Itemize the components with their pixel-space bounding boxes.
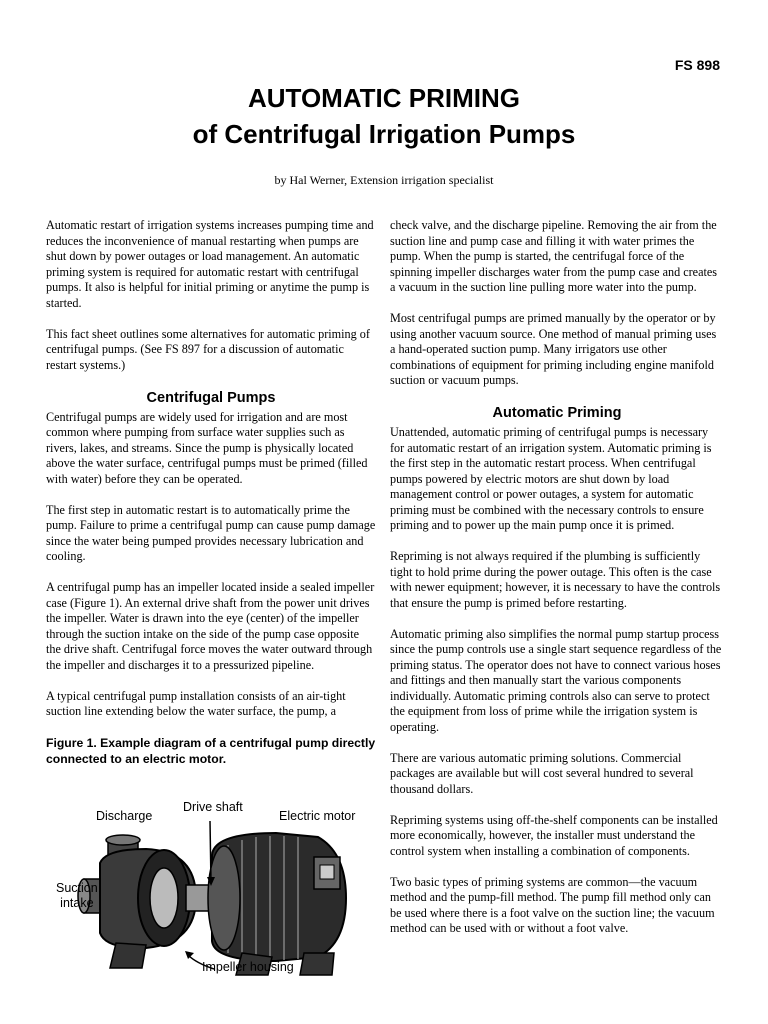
fact-sheet-number: FS 898 (674, 57, 720, 73)
paragraph: There are various automatic priming solutions. Commercial packages are available but will cost several hundred to several thousand dollars. (390, 750, 694, 796)
paragraph: Unattended, automatic priming of centrifugal pumps is necessary for automatic restart of an irrigation system. Automatic priming is the first step in the automatic restart process. When centrifugal pumps powered by electric motors are shut down by load management control or power outages, a system for automatic priming must be combined with the necessary controls to ensure priming and to power up the main pump once it is primed. (390, 425, 712, 532)
paragraph: Repriming systems using off-the-shelf components can be installed more economically, however, the installer must understand the control system when installing a combination of components. (390, 812, 718, 858)
figure-caption: Figure 1. Example diagram of a centrifugal pump directly connected to an electric motor. (46, 736, 376, 766)
right-column (390, 218, 724, 952)
document-title (0, 80, 768, 152)
paragraph: Automatic priming also simplifies the normal pump startup process since the pump controls use a single start sequence regardless of the priming status. The operator does not have to connect various hoses and fittings and then manually start the various components individually. Automatic priming controls also can serve to protect the equipment from loss of prime while the irrigation system is operating. (390, 626, 722, 734)
paragraph: A typical centrifugal pump installation consists of an air-tight suction line extending below the water surface, the pump, a (46, 688, 346, 718)
paragraph: Repriming is not always required if the plumbing is sufficiently tight to hold prime during the power outage. This often is the case with newer equipment; however, it is necessary to have the controls that ensure the pump is primed before restarting. (390, 549, 721, 610)
label-suction-intake (56, 881, 98, 911)
label-drive-shaft: Drive shaft (183, 800, 243, 814)
pump-diagram (46, 793, 376, 983)
label-suction-line-1: Suction (56, 881, 98, 895)
title-line-2: of Centrifugal Irrigation Pumps (192, 119, 576, 149)
paragraph: A centrifugal pump has an impeller located inside a sealed impeller case (Figure 1). An external drive shaft from the power unit drives the impeller. Water is drawn into the eye (center) of the impeller through the suction intake on the side of the pump case opposite the drive shaft. Centrifugal force moves the water outward through the impeller and discharges it to a pressurized pipeline. (46, 580, 375, 672)
paragraph: Most centrifugal pumps are primed manually by the operator or by using another vacuum source. One method of manual priming uses a hand-operated suction pump. Many irrigators use other combinations of equipment for priming including engine manifold suction or vacuum pumps. (390, 311, 717, 387)
left-column (46, 218, 376, 767)
label-electric-motor: Electric motor (279, 809, 356, 823)
paragraph: check valve, and the discharge pipeline. Removing the air from the suction line and pump case and filling it with water primes the pump. When the pump is started, the centrifugal force of the spinning impeller discharges water from the pump case and creates a vacuum in the suction line pulling more water into the pump. (390, 218, 718, 294)
label-discharge: Discharge (96, 809, 153, 823)
paragraph: Automatic restart of irrigation systems increases pumping time and reduces the inconvenience of manual restarting when pumps are shut down by power outages or load management. An automatic priming system is required for automatic restart with centrifugal pumps. It also is helpful for initial priming or anytime the pump is started. (46, 218, 374, 310)
paragraph: This fact sheet outlines some alternatives for automatic priming of centrifugal pumps. (See FS 897 for a discussion of automatic restart systems.) (46, 326, 370, 372)
title-line-1: AUTOMATIC PRIMING (247, 83, 521, 113)
section-heading-centrifugal-pumps: Centrifugal Pumps (146, 389, 276, 406)
label-impeller-housing: Impeller housing (202, 960, 294, 974)
paragraph: Two basic types of priming systems are common—the vacuum method and the pump-fill method. The pump fill method only can be used where there is a foot valve on the suction line; the vacuum method can be used with or without a foot valve. (390, 874, 715, 935)
paragraph: The first step in automatic restart is to automatically prime the pump. Failure to prime a centrifugal pump can cause pump damage since the water being pumped provides necessary lubrication and cooling. (46, 502, 376, 563)
paragraph: Centrifugal pumps are widely used for irrigation and are most common where pumping from surface water supplies such as rivers, lakes, and streams. Since the pump is physically located above the water surface, centrifugal pumps must be primed (filled with water) before they can be operated. (46, 409, 368, 486)
label-suction-line-2: intake (60, 896, 94, 910)
byline: by Hal Werner, Extension irrigation specialist (274, 173, 494, 187)
section-heading-automatic-priming: Automatic Priming (492, 405, 622, 421)
